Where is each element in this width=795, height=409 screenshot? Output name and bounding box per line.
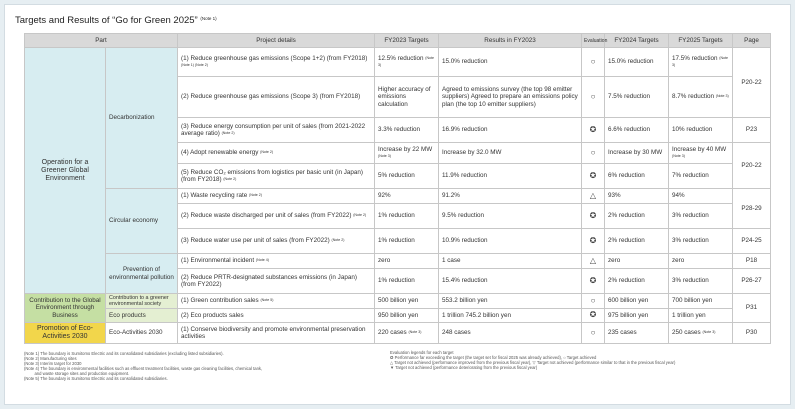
row-fy2023: 92% (375, 189, 439, 204)
row-details: (1) Green contribution sales $^{(Note 5)}$ (178, 294, 375, 309)
row-fy2024: 93% (605, 189, 669, 204)
row-fy2025: 250 cases $^{(Note 3)}$ (669, 323, 733, 344)
row-fy2025: 7% reduction (669, 164, 733, 189)
row-result: 1 case (439, 254, 582, 269)
row-result: 15.0% reduction (439, 48, 582, 77)
row-result: 9.5% reduction (439, 204, 582, 229)
subpart-prevention: Prevention of environmental pollution (106, 254, 178, 294)
row-fy2025: 8.7% reduction $^{(Note 3)}$ (669, 77, 733, 118)
subpart-contribution-society: Contribution to a greener environmental society (106, 294, 178, 309)
row-result: 15.4% reduction (439, 269, 582, 294)
row-result: Agreed to emissions survey (the top 98 emitter suppliers) Agreed to prepare an emissions policy plan (the top 10 emitter suppliers) (439, 77, 582, 118)
footnotes (24, 352, 262, 381)
header-evaluation: Evaluation (582, 34, 605, 48)
evaluation-mark: ○ (582, 77, 605, 118)
evaluation-mark: ✪ (582, 309, 605, 323)
row-fy2024: 6% reduction (605, 164, 669, 189)
row-fy2024: 2% reduction (605, 229, 669, 254)
row-result: 248 cases (439, 323, 582, 344)
row-fy2025: 3% reduction (669, 229, 733, 254)
row-details: (4) Adopt renewable energy $^{(Note 2)}$ (178, 143, 375, 164)
page-ref: P31 (733, 294, 771, 323)
row-fy2025: 17.5% reduction $^{(Note 3)}$ (669, 48, 733, 77)
page-ref: P18 (733, 254, 771, 269)
header-page: Page (733, 34, 771, 48)
row-result: 553.2 billion yen (439, 294, 582, 309)
part-contribution: Contribution to the Global Environment through Business (25, 294, 106, 323)
row-fy2023: 1% reduction (375, 229, 439, 254)
row-details: (3) Reduce energy consumption per unit of sales (from 2021-2022 average ratio) $^{(Note 2)}$ (178, 118, 375, 143)
page-ref: P30 (733, 323, 771, 344)
row-details: (3) Reduce water use per unit of sales (from FY2022) $^{(Note 2)}$ (178, 229, 375, 254)
table-row (25, 309, 771, 323)
row-fy2024: 235 cases (605, 323, 669, 344)
row-fy2023: 950 billion yen (375, 309, 439, 323)
header-fy2023: FY2023 Targets (375, 34, 439, 48)
title-note: (Note 1) (200, 16, 217, 21)
row-fy2025: 3% reduction (669, 269, 733, 294)
row-fy2025: Increase by 40 MW $^{(Note 3)}$ (669, 143, 733, 164)
row-fy2023: Higher accuracy of emissions calculation (375, 77, 439, 118)
part-operation: Operation for a Greener Global Environment (25, 48, 106, 294)
row-fy2024: 975 billion yen (605, 309, 669, 323)
subpart-eco-products: Eco products (106, 309, 178, 323)
footnote: (Note 1) The boundary is Sumitomo Electric and its consolidated subsidiaries (excluding listed subsidiaries). (24, 351, 224, 356)
row-fy2023: 3.3% reduction (375, 118, 439, 143)
row-fy2023: 220 cases $^{(Note 3)}$ (375, 323, 439, 344)
page-title: Targets and Results of “Go for Green 2025” $^{(Note 1)}$ (15, 15, 217, 26)
page-ref: P24-25 (733, 229, 771, 254)
row-details: (5) Reduce CO₂ emissions from logistics per basic unit (in Japan) (from FY2018) $^{(Note 2)}$ (178, 164, 375, 189)
row-details: (1) Reduce greenhouse gas emissions (Scope 1+2) (from FY2018) $^{(Note 1) (Note 2)}$ (178, 48, 375, 77)
row-fy2024: 6.6% reduction (605, 118, 669, 143)
row-fy2024: 15.0% reduction (605, 48, 669, 77)
row-fy2023: 5% reduction (375, 164, 439, 189)
header-fy2025: FY2025 Targets (669, 34, 733, 48)
row-fy2024: 600 billion yen (605, 294, 669, 309)
legend-item: △ Target not achieved (performance improved from the previous fiscal year), ▽ Target not achieved (performance similar to that in the previous fiscal year) (390, 359, 676, 365)
subpart-circular: Circular economy (106, 189, 178, 254)
page-ref: P20-22 (733, 143, 771, 189)
header-row (25, 34, 771, 48)
table-row (25, 294, 771, 309)
row-fy2025: 700 billion yen (669, 294, 733, 309)
row-details: (2) Reduce waste discharged per unit of sales (from FY2022) $^{(Note 2)}$ (178, 204, 375, 229)
row-result: 10.9% reduction (439, 229, 582, 254)
row-fy2025: 10% reduction (669, 118, 733, 143)
page-ref: P23 (733, 118, 771, 143)
page-ref: P28-29 (733, 189, 771, 229)
page-ref: P20-22 (733, 48, 771, 118)
row-fy2024: 2% reduction (605, 269, 669, 294)
row-result: 11.9% reduction (439, 164, 582, 189)
evaluation-legend (390, 351, 675, 371)
row-details: (2) Reduce greenhouse gas emissions (Scope 3) (from FY2018) (178, 77, 375, 118)
row-fy2023: 12.5% reduction $^{(Note 3)}$ (375, 48, 439, 77)
evaluation-mark: ○ (582, 323, 605, 344)
footnote: (Note 4) The boundary is environmental facilities such as effluent treatment facilities, waste gas cleaning facilities, chemical tank, (24, 365, 263, 371)
row-fy2024: 2% reduction (605, 204, 669, 229)
footnote: (Note 3) Interim target for 2030 (24, 360, 82, 366)
evaluation-mark: ✪ (582, 204, 605, 229)
row-fy2023: zero (375, 254, 439, 269)
header-part: Part (25, 34, 178, 48)
row-fy2024: 7.5% reduction (605, 77, 669, 118)
legend-item: ▼ Target not achieved (performance deteriorating from the previous fiscal year) (390, 364, 538, 370)
footnote: (Note 5) The boundary is Sumitomo Electric and its consolidated subsidiaries. (24, 375, 168, 381)
legend-item: ✪ Performance far exceeding the target (the target set for fiscal 2025 was already achieved), ○ Target achieved (390, 354, 597, 360)
row-result: 16.9% reduction (439, 118, 582, 143)
row-details: (1) Waste recycling rate $^{(Note 2)}$ (178, 189, 375, 204)
row-result: 1 trillion 745.2 billion yen (439, 309, 582, 323)
evaluation-mark: ✪ (582, 118, 605, 143)
row-details: (1) Conserve biodiversity and promote environmental preservation activities (178, 323, 375, 344)
row-fy2023: 500 billion yen (375, 294, 439, 309)
header-results: Results in FY2023 (439, 34, 582, 48)
header-details: Project details (178, 34, 375, 48)
row-result: 91.2% (439, 189, 582, 204)
evaluation-mark: ○ (582, 143, 605, 164)
row-fy2023: 1% reduction (375, 269, 439, 294)
evaluation-mark: △ (582, 189, 605, 204)
header-fy2024: FY2024 Targets (605, 34, 669, 48)
row-details: (2) Reduce PRTR-designated substances emissions (in Japan) (from FY2022) (178, 269, 375, 294)
evaluation-mark: ○ (582, 48, 605, 77)
row-fy2024: zero (605, 254, 669, 269)
part-promotion: Promotion of Eco-Activities 2030 (25, 323, 106, 344)
subpart-eco-activities: Eco-Activities 2030 (106, 323, 178, 344)
targets-table (24, 33, 771, 344)
table-row (25, 254, 771, 269)
row-result: Increase by 32.0 MW (439, 143, 582, 164)
table-row (25, 323, 771, 344)
row-details: (1) Environmental incident $^{(Note 4)}$ (178, 254, 375, 269)
evaluation-mark: ✪ (582, 229, 605, 254)
evaluation-mark: △ (582, 254, 605, 269)
evaluation-mark: ✪ (582, 269, 605, 294)
row-details: (2) Eco products sales (178, 309, 375, 323)
page-ref: P26-27 (733, 269, 771, 294)
row-fy2025: zero (669, 254, 733, 269)
row-fy2025: 94% (669, 189, 733, 204)
footnote: and waste storage sites and production equipment. (24, 370, 130, 376)
table-row (25, 48, 771, 77)
row-fy2025: 1 trillion yen (669, 309, 733, 323)
evaluation-mark: ○ (582, 294, 605, 309)
table-row (25, 189, 771, 204)
row-fy2023: Increase by 22 MW $^{(Note 3)}$ (375, 143, 439, 164)
footnote: (Note 2) Manufacturing sites (24, 355, 77, 361)
row-fy2023: 1% reduction (375, 204, 439, 229)
row-fy2025: 3% reduction (669, 204, 733, 229)
subpart-decarbonization: Decarbonization (106, 48, 178, 189)
row-fy2024: Increase by 30 MW (605, 143, 669, 164)
legend-title: Evaluation legends for each target (390, 350, 454, 355)
evaluation-mark: ✪ (582, 164, 605, 189)
